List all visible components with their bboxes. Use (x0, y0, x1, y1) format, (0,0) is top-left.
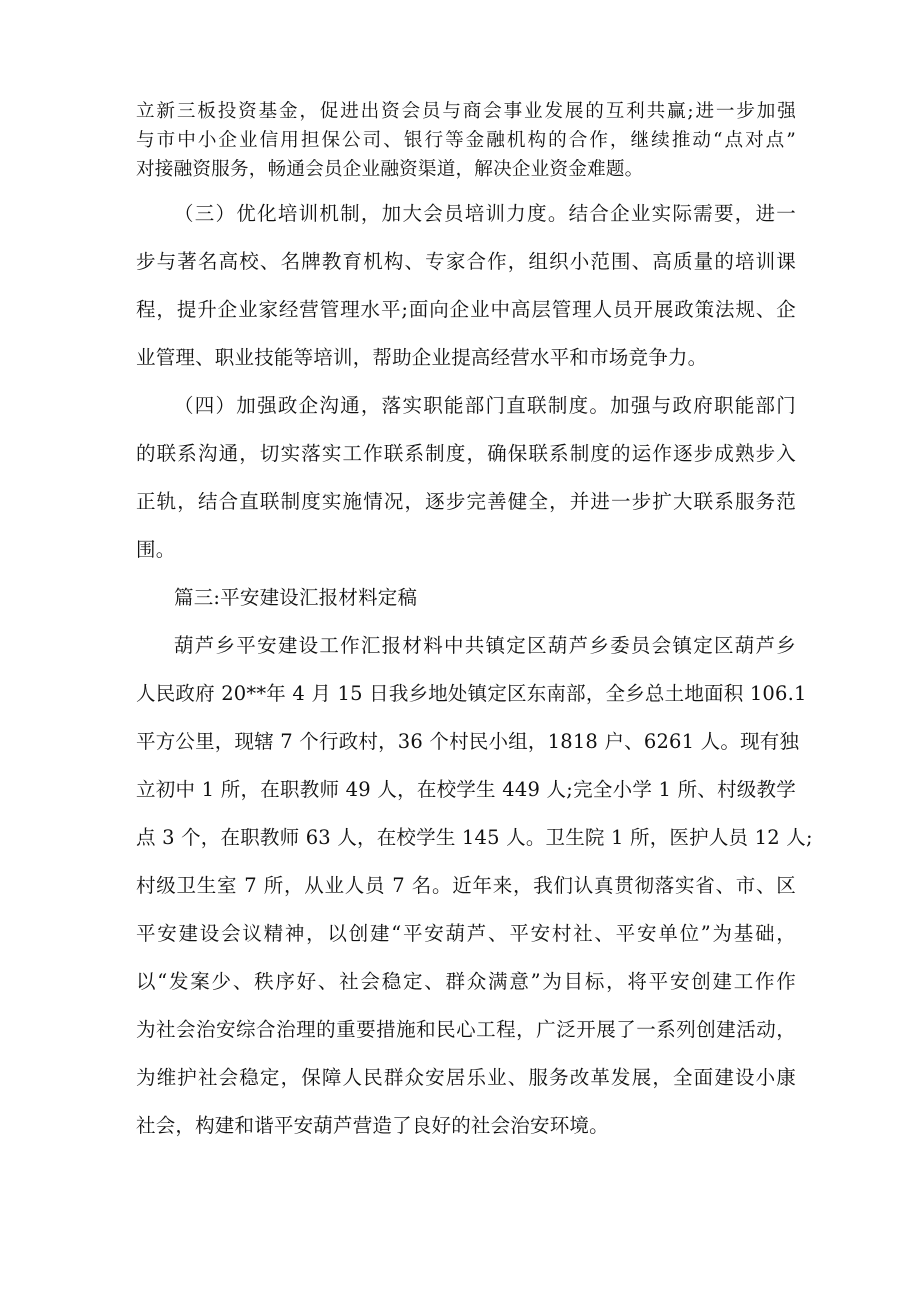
text-line-2: 与市中小企业信用担保公司、银行等金融机构的合作，继续推动“点对点” (136, 130, 796, 151)
text-line-16: 点 3 个，在职教师 63 人，在校学生 145 人。卫生院 1 所，医护人员 12 人; (136, 826, 813, 849)
text-line-19: 以“发案少、秩序好、社会稳定、群众满意”为目标，将平安创建工作作 (136, 970, 796, 993)
section-heading: 篇三:平安建设汇报材料定稿 (174, 586, 418, 609)
text-line-15: 立初中 1 所，在职教师 49 人，在校学生 449 人;完全小学 1 所、村级教学 (136, 778, 796, 801)
text-line-12: 葫芦乡平安建设工作汇报材料中共镇定区葫芦乡委员会镇定区葫芦乡 (174, 634, 796, 657)
text-line-3: 对接融资服务，畅通会员企业融资渠道，解决企业资金难题。 (136, 159, 644, 180)
text-line-6: 程，提升企业家经营管理水平;面向企业中高层管理人员开展政策法规、企 (136, 298, 796, 321)
text-line-5: 步与著名高校、名牌教育机构、专家合作，组织小范围、高质量的培训课 (136, 250, 796, 273)
text-line-17: 村级卫生室 7 所，从业人员 7 名。近年来，我们认真贯彻落实省、市、区 (136, 874, 796, 897)
text-line-8: （四）加强政企沟通，落实职能部门直联制度。加强与政府职能部门 (174, 394, 796, 417)
text-line-20: 为社会治安综合治理的重要措施和民心工程，广泛开展了一系列创建活动， (136, 1018, 796, 1041)
text-line-11: 围。 (136, 538, 176, 561)
text-line-18: 平安建设会议精神，以创建“平安葫芦、平安村社、平安单位”为基础， (136, 922, 796, 945)
text-line-13: 人民政府 20**年 4 月 15 日我乡地处镇定区东南部，全乡总土地面积 106.1 (136, 682, 807, 705)
text-line-14: 平方公里，现辖 7 个行政村，36 个村民小组，1818 户、6261 人。现有独 (136, 730, 800, 753)
text-line-21: 为维护社会稳定，保障人民群众安居乐业、服务改革发展，全面建设小康 (136, 1066, 796, 1089)
text-line-1: 立新三板投资基金，促进出资会员与商会事业发展的互利共赢;进一步加强 (136, 101, 796, 122)
text-line-22: 社会，构建和谐平安葫芦营造了良好的社会治安环境。 (136, 1114, 609, 1137)
text-line-9: 的联系沟通，切实落实工作联系制度，确保联系制度的运作逐步成熟步入 (136, 442, 796, 465)
text-line-7: 业管理、职业技能等培训，帮助企业提高经营水平和市场竞争力。 (136, 346, 708, 369)
text-line-4: （三）优化培训机制，加大会员培训力度。结合企业实际需要，进一 (174, 202, 796, 225)
text-line-10: 正轨，结合直联制度实施情况，逐步完善健全，并进一步扩大联系服务范 (136, 490, 796, 513)
